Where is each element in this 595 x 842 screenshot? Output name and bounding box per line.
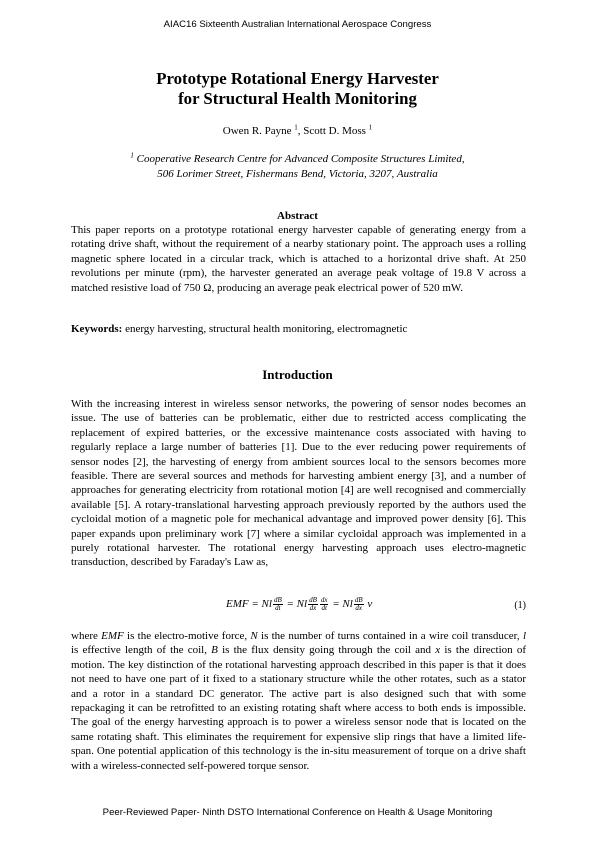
p2-var-n: N [250,630,258,642]
p2-where: where [71,630,102,642]
equation-formula [226,597,372,612]
eq-equals-3: = [329,598,343,611]
author-2-affiliation-mark: 1 [368,123,373,132]
p2-var-l: l [522,630,526,642]
keywords [71,322,526,336]
abstract-heading: Abstract [277,210,318,222]
author-1-affiliation-mark: 1 [294,123,298,132]
p2-text-5: is the direction of motion. The key distinction of the rotational harvesting approach described in this paper is that it does not need to have one part of it fixed to a stationary structure while the other rotates, such as a stator and a rotor in a standard DC generator. The active part is also designed such that with some repackaging it can be retrofitted to an existing rotating shaft where access to both ends is impossible. The goal of the energy harvesting approach is to power a wireless sensor node that is located on the same rotating shaft. This eliminates the requirement for expensive slip rings that have a limited life-span. One potential application of this technology is the in-situ measurement of torque on a drive shaft with a wireless-connected self-powered torque sensor. [71,644,526,772]
eq-frac1-den: dt [275,604,281,612]
running-footer: Peer-Reviewed Paper- Ninth DSTO International Conference on Health & Usage Monitoring [102,807,493,818]
author-list [0,125,595,137]
affiliation-org: Cooperative Research Centre for Advanced Composite Structures Limited, [133,153,465,165]
eq-lhs: EMF [226,598,249,611]
affiliation-line-2: 506 Lorimer Street, Fishermans Bend, Victoria, 3207, Australia [157,168,438,180]
eq-equals-2: = [283,598,297,611]
eq-fraction-3 [320,597,329,612]
affiliation-line-1 [0,152,595,167]
eq-equals-1: = [248,598,262,611]
author-separator: , [297,125,304,137]
introduction-paragraph-2 [71,629,526,773]
equation-number: (1) [514,600,526,611]
p2-var-emf: EMF [101,630,124,642]
affiliation-mark: 1 [130,151,134,160]
eq-frac4-num: dB [354,596,363,604]
equation-faraday [71,597,526,615]
p2-text-1: is the electro-motive force, [123,630,251,642]
introduction-heading: Introduction [262,367,333,382]
abstract-text: This paper reports on a prototype rotational energy harvester capable of generating energy from a rotating drive shaft, without the requirement of a nearby stationary point. The approach uses a rolling magnetic sphere located in a circular track, which is attached to a horizontal drive shaft. At 250 revolutions per minute (rpm), the harvester generated an average peak voltage of 19.8 V across a matched resistive load of 750 Ω, producing an average peak electrical power of 520 mW. [71,224,526,294]
p2-var-b: B [211,644,218,657]
eq-nl-3: Nl [342,598,353,611]
title-line-2: for Structural Health Monitoring [178,89,417,108]
eq-frac1-num: dB [273,596,282,604]
p2-text-2: is the number of turns contained in a wire coil transducer, [257,630,523,642]
paper-title [0,69,595,109]
p2-text-4: is the flux density going through the coil and [217,644,436,657]
keywords-label: Keywords: [71,323,123,335]
eq-nl-2: Nl [296,598,308,611]
eq-nl-1: Nl [261,598,272,611]
eq-frac3-den: dt [321,604,327,612]
eq-frac3-num: dx [320,596,328,604]
eq-fraction-2 [308,597,318,612]
eq-frac2-num: dB [309,596,317,604]
eq-frac2-den: dx [309,604,317,612]
eq-fraction-4 [354,597,364,612]
author-1: Owen R. Payne [222,125,295,137]
eq-velocity: v [367,598,373,611]
p2-var-x: x [435,644,441,657]
affiliation [0,152,595,182]
keywords-text: energy harvesting, structural health monitoring, electromagnetic [122,323,408,335]
eq-fraction-1 [273,597,283,612]
introduction-paragraph-1: With the increasing interest in wireless sensor networks, the powering of sensor nodes becomes an issue. The use of batteries can be problematic, either due to restricted access complicating the replacement of expired batteries, or the excessive maintenance costs associated with having to regularly replace a large number of batteries [1]. Due to the ever reducing power requirements of sensor nodes [2], the harvesting of energy from ambient sources local to the sensors becomes more feasible. There are several sources and methods for harvesting ambient energy [3], and a number of approaches for generating electricity from rotational motion [4] are well recognised and commercially available [5]. A rotary-translational harvesting approach previously reported by the authors used the cycloidal motion of a magnetic pole for mechanical advantage and improved power density [6]. This paper expands upon preliminary work [7] where a similar cycloidal approach was implemented in a purely rotational harvester. The rotational energy harvesting approach uses electro-magnetic transduction, described by Faraday's Law as, [71,398,526,569]
author-2: Scott D. Moss [303,125,369,137]
p2-text-3: is effective length of the coil, [71,644,212,657]
eq-frac4-den: dx [355,604,362,612]
running-header: AIAC16 Sixteenth Australian International Aerospace Congress [163,19,432,30]
title-line-1: Prototype Rotational Energy Harvester [156,69,439,88]
